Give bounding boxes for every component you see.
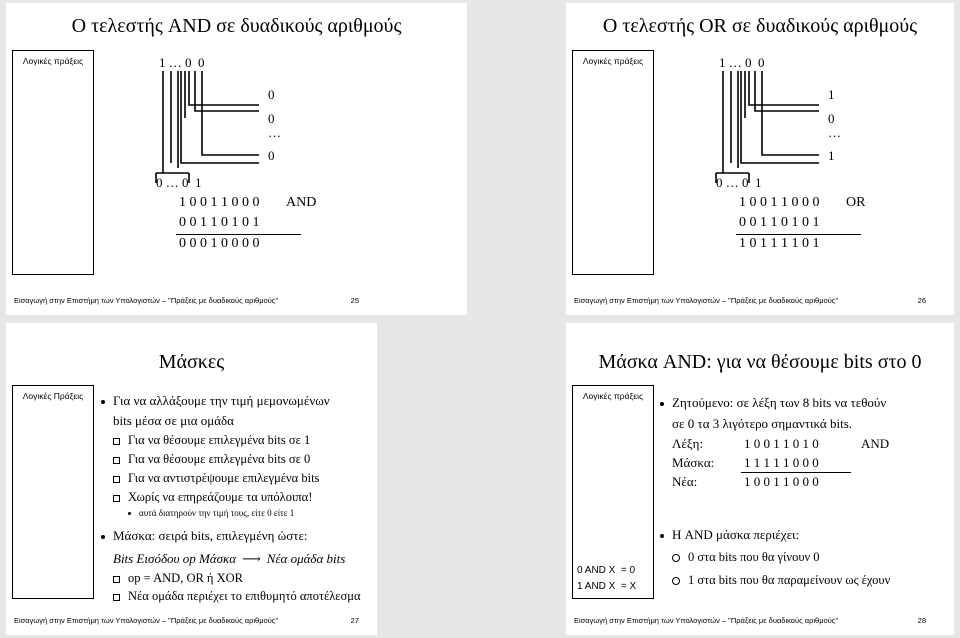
- result-underline: [176, 234, 301, 235]
- sub-bullet-4: Χωρίς να επηρεάζουμε τα υπόλοιπα!: [113, 490, 312, 505]
- sub-bullet-result: Νέα ομάδα περιέχει το επιθυμητό αποτέλεσμα: [113, 589, 361, 604]
- slide-26: [566, 3, 954, 315]
- bullet-main-2: Η AND μάσκα περιέχει:: [660, 527, 799, 543]
- page-number: 28: [917, 616, 926, 625]
- bullet-main-1: Για να αλλάξουμε την τιμή μεμονωμένων: [101, 393, 330, 409]
- slide-25: [6, 3, 467, 315]
- slide-footer: [14, 616, 369, 625]
- bullet-main-1-cont: σε 0 τα 3 λιγότερο σημαντικά bits.: [672, 416, 853, 431]
- right-ellipsis: …: [268, 125, 281, 140]
- slide-footer: [14, 296, 459, 305]
- new-value: 1 0 0 1 1 0 0 0: [744, 474, 819, 489]
- right-bit-2: 0: [268, 111, 275, 126]
- slide-27: [6, 323, 377, 635]
- square-bullet-icon: [113, 576, 120, 583]
- operand-1: 1 0 0 1 1 0 0 0: [739, 195, 820, 210]
- square-bullet-icon: [113, 594, 120, 601]
- top-bits-label: 1 … 0 0: [159, 55, 205, 70]
- bullet-dot-icon: [101, 400, 105, 404]
- bullet-main-2: Μάσκα: σειρά bits, επιλεγμένη ώστε:: [101, 528, 308, 544]
- bullet-dot-icon: [660, 534, 664, 538]
- footer-course: Εισαγωγή στην Επιστήμη των Υπολογιστών – "Πράξεις με δυαδικούς αριθμούς": [14, 616, 279, 625]
- square-bullet-icon: [113, 457, 120, 464]
- result-underline: [741, 472, 851, 473]
- square-bullet-icon: [113, 476, 120, 483]
- mask-value: 1 1 1 1 1 0 0 0: [744, 455, 819, 470]
- result: 1 0 1 1 1 1 0 1: [739, 236, 820, 251]
- square-bullet-icon: [113, 438, 120, 445]
- page-number: 26: [917, 296, 926, 305]
- sub-sub-bullet: αυτά διατηρούν την τιμή τους, είτε 0 είτε 1: [128, 508, 294, 518]
- and-rule-1: 1 AND X = X: [577, 581, 637, 592]
- bit-wiring-diagram: [6, 3, 467, 315]
- bullet-main-1-cont: bits μέσα σε μια ομάδα: [113, 413, 234, 428]
- sidebar-label: Λογικές πράξεις: [582, 56, 644, 66]
- bottom-bits-label: 0 … 0 1: [716, 175, 762, 190]
- circle-bullet-icon: [672, 554, 680, 562]
- slide-title: Μάσκα AND: για να θέσουμε bits στο 0: [598, 351, 922, 373]
- mask-label: Μάσκα:: [672, 455, 715, 470]
- sub-bullet-3: Για να αντιστρέψουμε επιλεγμένα bits: [113, 471, 319, 486]
- slide-title: Μάσκες: [158, 351, 225, 373]
- bullet-main-1: Ζητούμενο: σε λέξη των 8 bits να τεθούν: [660, 395, 886, 411]
- and-rule-0: 0 AND X = 0: [577, 565, 636, 576]
- operand-2: 0 0 1 1 0 1 0 1: [739, 215, 820, 230]
- sub-bullet-1: 0 στα bits που θα γίνουν 0: [672, 550, 820, 565]
- page-number: 25: [350, 296, 359, 305]
- top-bits-label: 1 … 0 0: [719, 55, 765, 70]
- right-bit-1: 0: [268, 87, 275, 102]
- arrow-right-icon: ⟶: [242, 551, 261, 566]
- sub-bullet-2: Για να θέσουμε επιλεγμένα bits σε 0: [113, 452, 310, 467]
- word-operator: AND: [861, 436, 890, 451]
- word-label: Λέξη:: [672, 436, 704, 451]
- sub-bullet-2: 1 στα bits που θα παραμείνουν ως έχουν: [672, 573, 890, 588]
- sidebar-label: Λογικές πράξεις: [582, 391, 644, 401]
- right-bit-1: 1: [828, 87, 835, 102]
- bullet-dot-icon: [660, 402, 664, 406]
- new-label: Νέα:: [672, 474, 698, 489]
- bit-wiring-diagram: [566, 3, 954, 315]
- sidebar-label: Λογικές πράξεις: [22, 56, 84, 66]
- bullet-dot-icon: [128, 512, 131, 515]
- bullet-dot-icon: [101, 535, 105, 539]
- slide-title: Ο τελεστής OR σε δυαδικούς αριθμούς: [602, 15, 918, 37]
- operator: AND: [286, 195, 317, 210]
- page-number: 27: [350, 616, 359, 625]
- slide-footer: [574, 296, 946, 305]
- sidebar-box: [572, 385, 654, 599]
- sub-bullet-1: Για να θέσουμε επιλεγμένα bits σε 1: [113, 433, 310, 448]
- slide-footer: [574, 616, 946, 625]
- square-bullet-icon: [113, 495, 120, 502]
- sub-bullet-op: op = AND, OR ή XOR: [113, 571, 243, 586]
- footer-course: Εισαγωγή στην Επιστήμη των Υπολογιστών – "Πράξεις με δυαδικούς αριθμούς": [574, 296, 839, 305]
- footer-course: Εισαγωγή στην Επιστήμη των Υπολογιστών – "Πράξεις με δυαδικούς αριθμούς": [574, 616, 839, 625]
- operand-1: 1 0 0 1 1 0 0 0: [179, 195, 260, 210]
- bottom-bits-label: 0 … 0 1: [156, 175, 202, 190]
- sidebar-label: Λογικές Πράξεις: [22, 391, 84, 401]
- operand-2: 0 0 1 1 0 1 0 1: [179, 215, 260, 230]
- slide-title: Ο τελεστής AND σε δυαδικούς αριθμούς: [71, 15, 402, 37]
- result: 0 0 0 1 0 0 0 0: [179, 236, 260, 251]
- right-bit-2: 0: [828, 111, 835, 126]
- operator: OR: [846, 195, 866, 210]
- right-bit-3: 0: [268, 148, 275, 163]
- word-value: 1 0 0 1 1 0 1 0: [744, 436, 819, 451]
- circle-bullet-icon: [672, 577, 680, 585]
- slide-28: [566, 323, 954, 635]
- footer-course: Εισαγωγή στην Επιστήμη των Υπολογιστών – "Πράξεις με δυαδικούς αριθμούς": [14, 296, 279, 305]
- mask-formula: Bits Εισόδου op Μάσκα ⟶ Νέα ομάδα bits: [113, 551, 346, 566]
- result-underline: [736, 234, 861, 235]
- right-bit-3: 1: [828, 148, 835, 163]
- sidebar-box: [12, 385, 94, 599]
- right-ellipsis: …: [828, 125, 841, 140]
